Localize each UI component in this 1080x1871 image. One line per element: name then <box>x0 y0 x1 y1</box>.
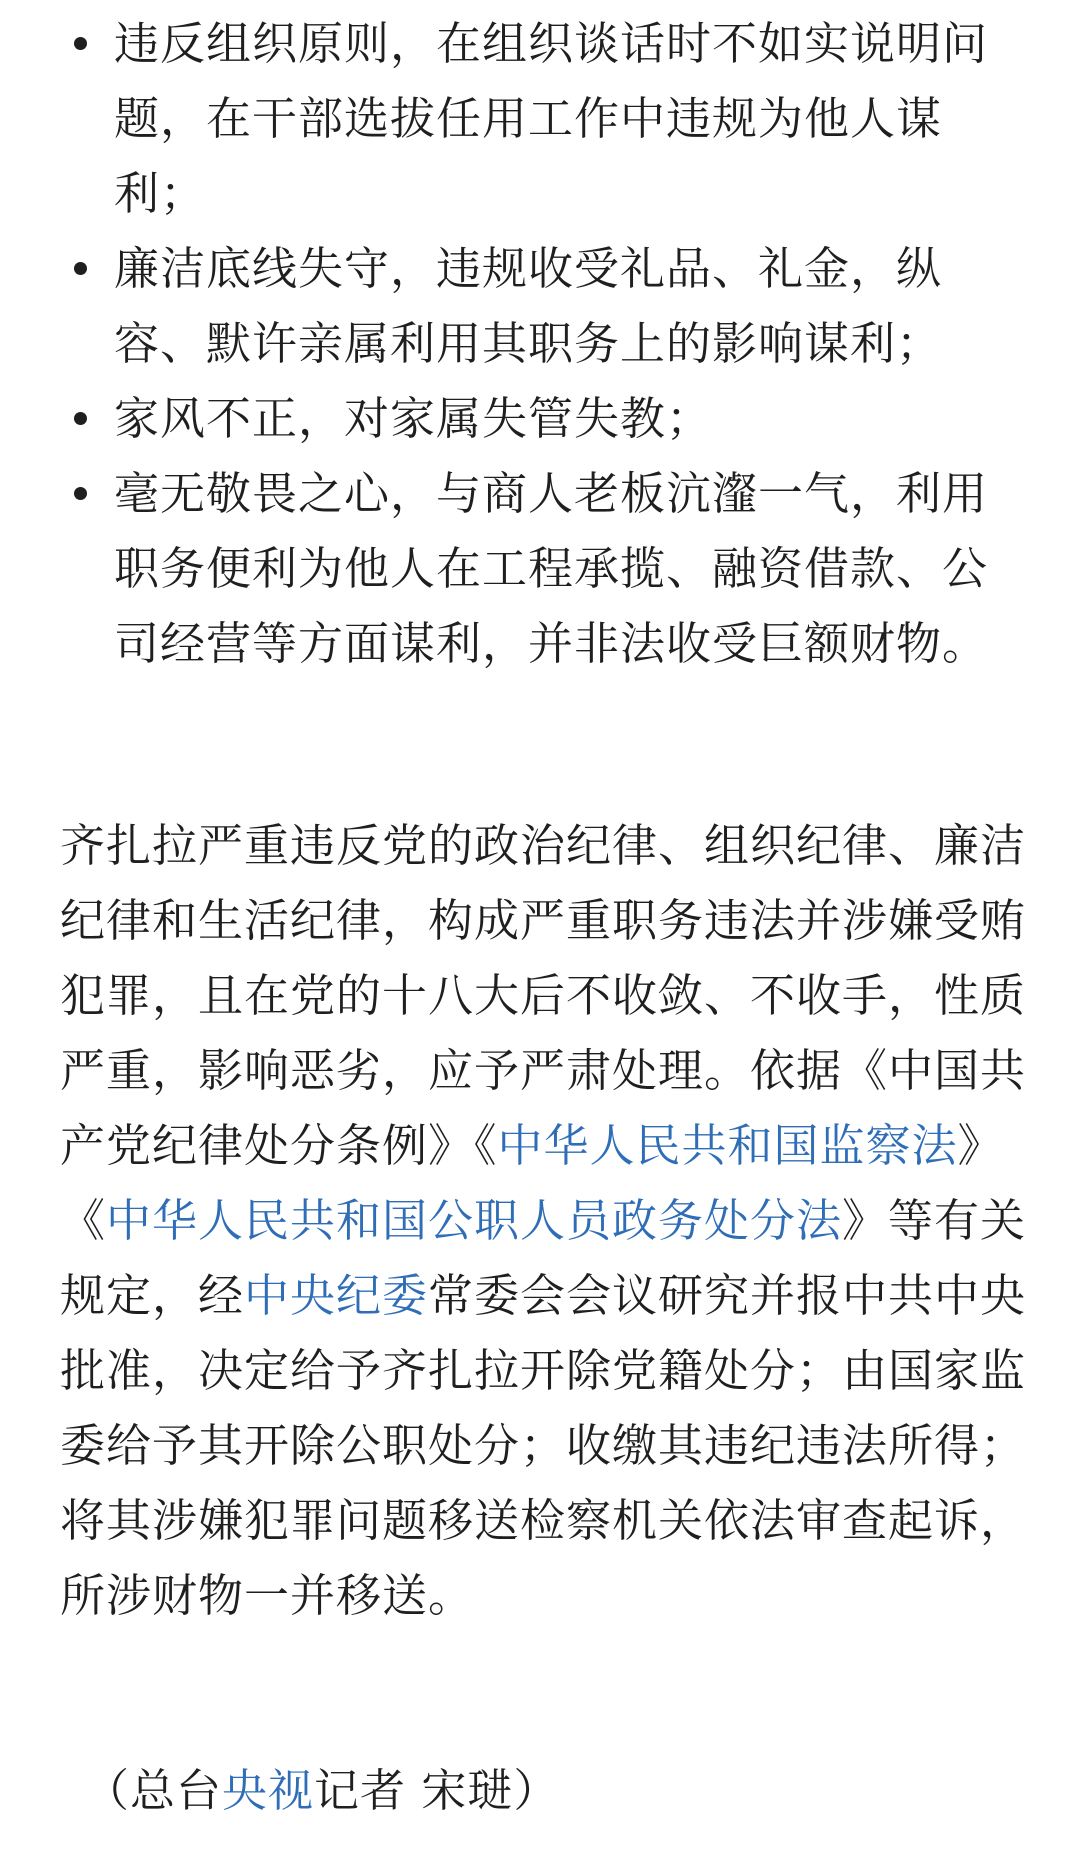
list-item <box>0 381 1080 456</box>
list-item-text: 违反组织原则，在组织谈话时不如实说明问题，在干部选拔任用工作中违规为他人谋利； <box>114 17 989 220</box>
bullet-dot-icon <box>74 262 87 275</box>
list-item-text: 毫无敬畏之心，与商人老板沆瀣一气，利用职务便利为他人在工程承揽、融资借款、公司经营等方面谋利，并非法收受巨额财物。 <box>114 467 989 670</box>
bullet-dot-icon <box>74 412 87 425</box>
list-item-text: 家风不正，对家属失管失教； <box>114 392 713 445</box>
link-supervision-law[interactable]: 中华人民共和国监察法 <box>497 1119 958 1172</box>
list-item <box>0 6 1080 231</box>
decision-paragraph <box>60 808 1040 1633</box>
credit-suffix: 记者 宋琎） <box>314 1764 560 1817</box>
violation-list <box>0 6 1080 681</box>
paragraph-text: 常委会会议研究并报中共中央批准，决定给予齐扎拉开除党籍处分；由国家监委给予其开除公职处分；收缴其违纪违法所得；将其涉嫌犯罪问题移送检察机关依法审查起诉，所涉财物一并移送。 <box>60 1269 1027 1622</box>
list-item <box>0 231 1080 381</box>
bullet-dot-icon <box>74 37 87 50</box>
bullet-dot-icon <box>74 487 87 500</box>
paragraph-text: 齐扎拉严重违反党的政治纪律、组织纪律、廉洁纪律和生活纪律，构成严重职务违法并涉嫌受贿犯罪，且在党的十八大后不收敛、不收手，性质严重，影响恶劣，应予严肃处理。依据《中国共产党纪律处分条例》《 <box>60 819 1027 1172</box>
list-item-text: 廉洁底线失守，违规收受礼品、礼金，纵容、默许亲属利用其职务上的影响谋利； <box>114 242 943 370</box>
paragraph-text: 》等有关规定，经 <box>60 1194 1027 1322</box>
credit-prefix: （总台 <box>84 1764 223 1817</box>
reporter-credit <box>84 1753 1064 1828</box>
paragraph-text: 》《 <box>60 1119 1004 1247</box>
link-central-commission[interactable]: 中央纪委 <box>244 1269 429 1322</box>
list-item <box>0 456 1080 681</box>
link-cctv[interactable]: 央视 <box>222 1764 315 1817</box>
link-public-officials-sanctions-law[interactable]: 中华人民共和国公职人员政务处分法 <box>106 1194 843 1247</box>
